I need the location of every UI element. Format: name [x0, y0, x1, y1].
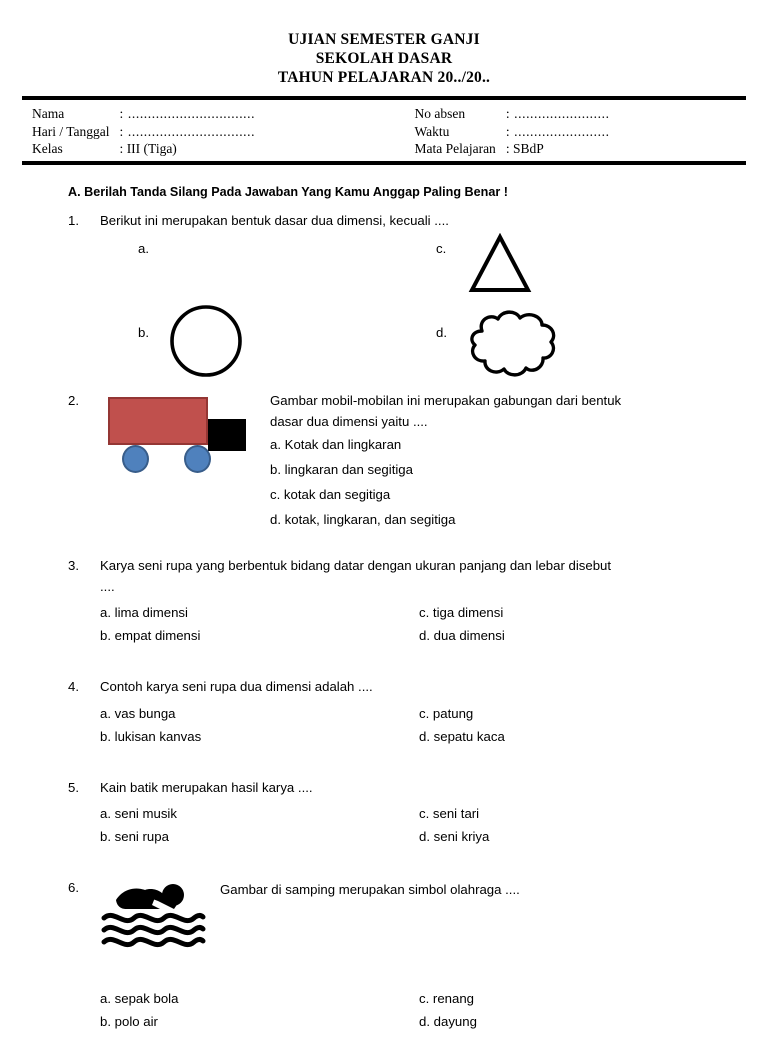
option-3b[interactable]: b. empat dimensi	[100, 628, 201, 644]
option-3a[interactable]: a. lima dimensi	[100, 605, 188, 621]
question-6-text: Gambar di samping merupakan simbol olahraga ....	[220, 882, 520, 898]
option-5a[interactable]: a. seni musik	[100, 806, 177, 822]
question-3-text-line-2: ....	[100, 578, 115, 594]
option-label-1c[interactable]: c.	[436, 241, 447, 257]
question-3-number: 3.	[68, 558, 79, 574]
option-4b[interactable]: b. lukisan kanvas	[100, 728, 202, 744]
spacer-after-q4	[68, 752, 738, 778]
field-sep-kelas: :	[119, 141, 124, 156]
question-3-options-left	[100, 601, 419, 647]
question-4-options	[100, 702, 738, 748]
car-wheel-front	[122, 445, 149, 473]
question-6-row	[100, 878, 738, 956]
triangle-shape-icon	[468, 233, 532, 301]
questions-content	[0, 165, 768, 1033]
question-1-body	[100, 211, 738, 387]
car-body-rectangle	[108, 397, 208, 445]
option-2d[interactable]: d. kotak, lingkaran, dan segitiga	[270, 512, 456, 528]
question-4-options-left	[100, 702, 419, 748]
question-2-text-and-options	[270, 391, 738, 532]
question-6-text-and-options	[220, 878, 738, 956]
field-label-mata-pelajaran: Mata Pelajaran	[414, 141, 496, 156]
option-label-1a[interactable]: a.	[138, 241, 149, 257]
option-label-1b[interactable]: b.	[138, 325, 149, 341]
question-2-body	[100, 391, 738, 532]
field-label-nama: Nama	[32, 106, 65, 121]
question-1-number: 1.	[68, 213, 79, 229]
field-text-kelas: III (Tiga)	[126, 141, 177, 156]
field-sep-no-absen: :	[505, 106, 511, 121]
field-value-hari-tanggal[interactable]	[120, 123, 256, 141]
field-label-waktu: Waktu	[414, 123, 450, 139]
field-value-mata-pelajaran[interactable]	[506, 140, 610, 158]
option-3c[interactable]: c. tiga dimensi	[419, 605, 504, 621]
question-3-body	[100, 556, 738, 647]
section-a-heading: A. Berilah Tanda Silang Pada Jawaban Yang Kamu Anggap Paling Benar !	[68, 184, 508, 199]
question-2-text-line-2: dasar dua dimensi yaitu ....	[270, 413, 428, 429]
identity-labels-right	[414, 105, 495, 158]
option-2c[interactable]: c. kotak dan segitiga	[270, 487, 391, 503]
option-6a[interactable]: a. sepak bola	[100, 990, 179, 1006]
identity-values-left	[110, 105, 256, 158]
field-label-hari-tanggal: Hari / Tanggal	[32, 123, 110, 139]
spacer-after-q2	[68, 536, 738, 556]
title-line-2: SEKOLAH DASAR	[315, 50, 453, 67]
question-5-text: Kain batik merupakan hasil karya ....	[100, 779, 313, 795]
toy-car-illustration-icon	[100, 395, 250, 483]
exam-paper-page	[0, 30, 768, 1054]
question-1-text: Berikut ini merupakan bentuk dasar dua dimensi, kecuali ....	[100, 213, 449, 229]
option-6b[interactable]: b. polo air	[100, 1013, 158, 1029]
question-4-number: 4.	[68, 679, 79, 695]
document-title	[0, 30, 768, 87]
question-6-body	[100, 878, 738, 1032]
question-5-body	[100, 778, 738, 848]
field-sep-hari-tanggal: :	[119, 123, 124, 139]
spacer-after-q5	[68, 852, 738, 878]
option-label-1d[interactable]: d.	[436, 325, 447, 341]
field-text-mata-pelajaran: SBdP	[512, 141, 544, 156]
field-sep-nama: :	[119, 106, 124, 121]
option-3d[interactable]: d. dua dimensi	[419, 628, 505, 644]
question-4-body	[100, 677, 738, 747]
question-5-number: 5.	[68, 779, 79, 795]
question-1-figure-grid	[100, 237, 738, 387]
question-5-options-left	[100, 802, 419, 848]
title-line-3: TAHUN PELAJARAN 20../20..	[277, 69, 491, 86]
question-2-text-line-1: Gambar mobil-mobilan ini merupakan gabungan dari bentuk	[270, 393, 622, 409]
field-dots-waktu: ........................	[514, 123, 610, 139]
question-4-text: Contoh karya seni rupa dua dimensi adalah ....	[100, 679, 373, 695]
option-5d[interactable]: d. seni kriya	[419, 829, 490, 845]
spacer-after-q3	[68, 651, 738, 677]
title-line-1: UJIAN SEMESTER GANJI	[288, 31, 480, 48]
field-value-kelas[interactable]	[120, 140, 256, 158]
question-6-options	[100, 987, 738, 1033]
field-sep-waktu: :	[505, 123, 511, 139]
option-4a[interactable]: a. vas bunga	[100, 705, 176, 721]
option-5b[interactable]: b. seni rupa	[100, 829, 169, 845]
field-value-nama[interactable]	[120, 105, 256, 123]
question-2-options	[270, 432, 738, 532]
identity-values-right	[496, 105, 610, 158]
question-6-figure	[100, 878, 220, 956]
option-4c[interactable]: c. patung	[419, 705, 474, 721]
field-dots-no-absen: ........................	[514, 106, 610, 121]
car-black-rectangle	[208, 419, 246, 451]
question-3-text-line-1: Karya seni rupa yang berbentuk bidang datar dengan ukuran panjang dan lebar disebut	[100, 558, 612, 574]
cloud-shape-icon	[458, 305, 562, 387]
option-4d[interactable]: d. sepatu kaca	[419, 728, 505, 744]
option-6c[interactable]: c. renang	[419, 990, 474, 1006]
question-6	[68, 878, 738, 1032]
question-2-number: 2.	[68, 393, 79, 409]
field-label-kelas: Kelas	[32, 141, 63, 156]
identity-block	[22, 100, 746, 161]
car-wheel-rear	[184, 445, 211, 473]
field-dots-nama: ................................	[127, 106, 256, 121]
identity-column-right	[398, 105, 746, 158]
question-4-options-right	[419, 702, 738, 748]
question-5-options-right	[419, 802, 738, 848]
question-5-options	[100, 802, 738, 848]
option-5c[interactable]: c. seni tari	[419, 806, 480, 822]
question-3-options	[100, 601, 738, 647]
identity-column-left	[22, 105, 398, 158]
option-6d[interactable]: d. dayung	[419, 1013, 477, 1029]
question-4	[68, 677, 738, 747]
question-3-options-right	[419, 601, 738, 647]
question-5	[68, 778, 738, 848]
circle-shape-icon	[168, 303, 244, 385]
option-2a[interactable]: a. Kotak dan lingkaran	[270, 437, 402, 453]
field-sep-mata-pelajaran: :	[505, 141, 510, 156]
field-value-waktu[interactable]	[506, 123, 610, 141]
question-2-figure	[100, 391, 270, 532]
question-6-options-left	[100, 987, 419, 1033]
question-6-number: 6.	[68, 880, 79, 896]
question-3	[68, 556, 738, 647]
question-6-options-right	[419, 987, 738, 1033]
swimming-pictogram-icon	[100, 878, 220, 956]
field-label-no-absen: No absen	[414, 106, 466, 121]
question-2-row	[100, 391, 738, 532]
question-1	[68, 211, 738, 387]
question-2	[68, 391, 738, 532]
field-dots-hari-tanggal: ................................	[127, 123, 256, 139]
field-value-no-absen[interactable]	[506, 105, 610, 123]
option-2b[interactable]: b. lingkaran dan segitiga	[270, 462, 413, 478]
identity-labels-left	[32, 105, 110, 158]
